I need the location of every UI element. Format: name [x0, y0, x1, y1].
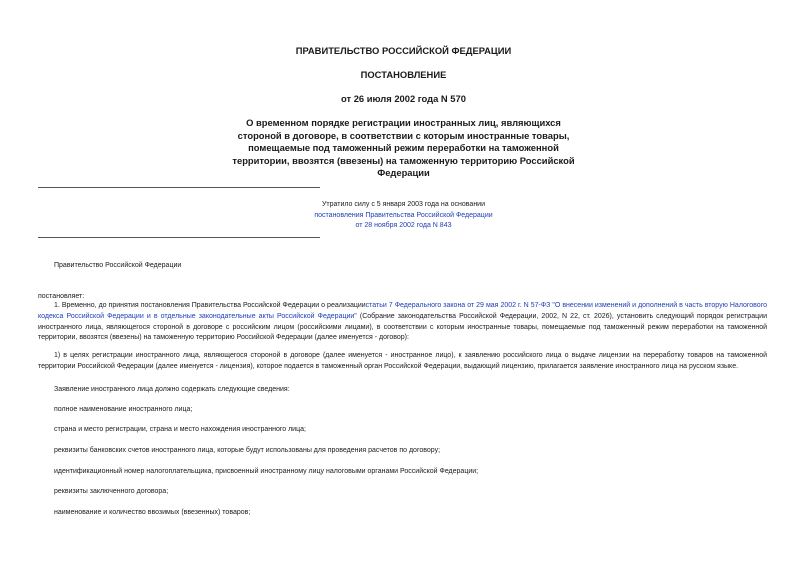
list-item: наименование и количество ввозимых (ввезенных) товаров;: [54, 509, 251, 516]
list-item: полное наименование иностранного лица;: [54, 406, 193, 413]
list-item: идентификационный номер налогоплательщика, присвоенный иностранному лицу налоговыми органами Российской Федерации;: [54, 468, 479, 475]
list-item: страна и место регистрации, страна и место нахождения иностранного лица;: [54, 426, 306, 433]
divider-bottom: [38, 237, 320, 238]
paragraph-1-end: (Собрание законодательства Российской Федерации, 2002, N 22, ст. 2026), установить следующий порядок регистрации иностранного лица, являющегося стороной в договоре с российским лицом (российскими лицами), в соответствии с которым иностранные товары, помещаемые под таможенный режим переработки на таможенной территории, ввозятся (ввезены) на таможенную территорию Российской Федерации (далее именуется - договор):: [38, 312, 767, 342]
list-item: реквизиты банковских счетов иностранного лица, которые будут использованы для проведения расчетов по договору;: [54, 447, 441, 454]
status-note-link-date-text[interactable]: от 28 ноября 2002 года N 843: [355, 222, 452, 229]
list-item: реквизиты заключенного договора;: [54, 488, 169, 495]
document-title: О временном порядке регистрации иностранных лиц, являющихся стороной в договоре, в соответствии с которым иностранные товары, помещаемые под таможенный режим переработки на таможенной территории, ввозятся (ввезены) на таможенную территорию Российской Федерации: [232, 117, 575, 179]
paragraph-1-subitem-1: 1) в целях регистрации иностранного лица, являющегося стороной в договоре (далее именуется - иностранное лицо), к заявлению российского лица о выдаче лицензии на переработку товаров на таможенной территории Российской Федерации (далее именуется - лицензия), которое подается в таможенный орган Российской Федерации, выдающий лицензию, прилагается заявление иностранного лица на русском языке.: [38, 352, 767, 370]
status-note-link-decree-text[interactable]: постановления Правительства Российской Федерации: [314, 212, 493, 219]
divider-top: [38, 187, 320, 188]
government-heading: ПРАВИТЕЛЬСТВО РОССИЙСКОЙ ФЕДЕРАЦИИ: [295, 45, 512, 56]
status-note-link-date[interactable]: [240, 221, 567, 232]
status-note-link-decree[interactable]: [240, 211, 567, 222]
paragraph-1: [38, 301, 767, 344]
status-note-text: Утратило силу с 5 января 2003 года на основании: [321, 201, 486, 208]
paragraph-1-start: 1. Временно, до принятия постановления Правительства Российской Федерации о реализации: [54, 302, 366, 309]
federal-law-link[interactable]: статьи 7 Федерального закона от 29 мая 2002 г. N 57-ФЗ "О внесении изменений и дополнений в часть вторую Налогового кодекса Российской Федерации и в отдельные законодательные акты Российской Федерации": [38, 302, 767, 320]
list-item: Заявление иностранного лица должно содержать следующие сведения:: [54, 386, 290, 393]
document-type-heading: ПОСТАНОВЛЕНИЕ: [360, 69, 447, 80]
resolves-line: постановляет:: [38, 293, 85, 300]
government-line: Правительство Российской Федерации: [54, 262, 182, 269]
document-date-number: от 26 июля 2002 года N 570: [341, 93, 466, 104]
